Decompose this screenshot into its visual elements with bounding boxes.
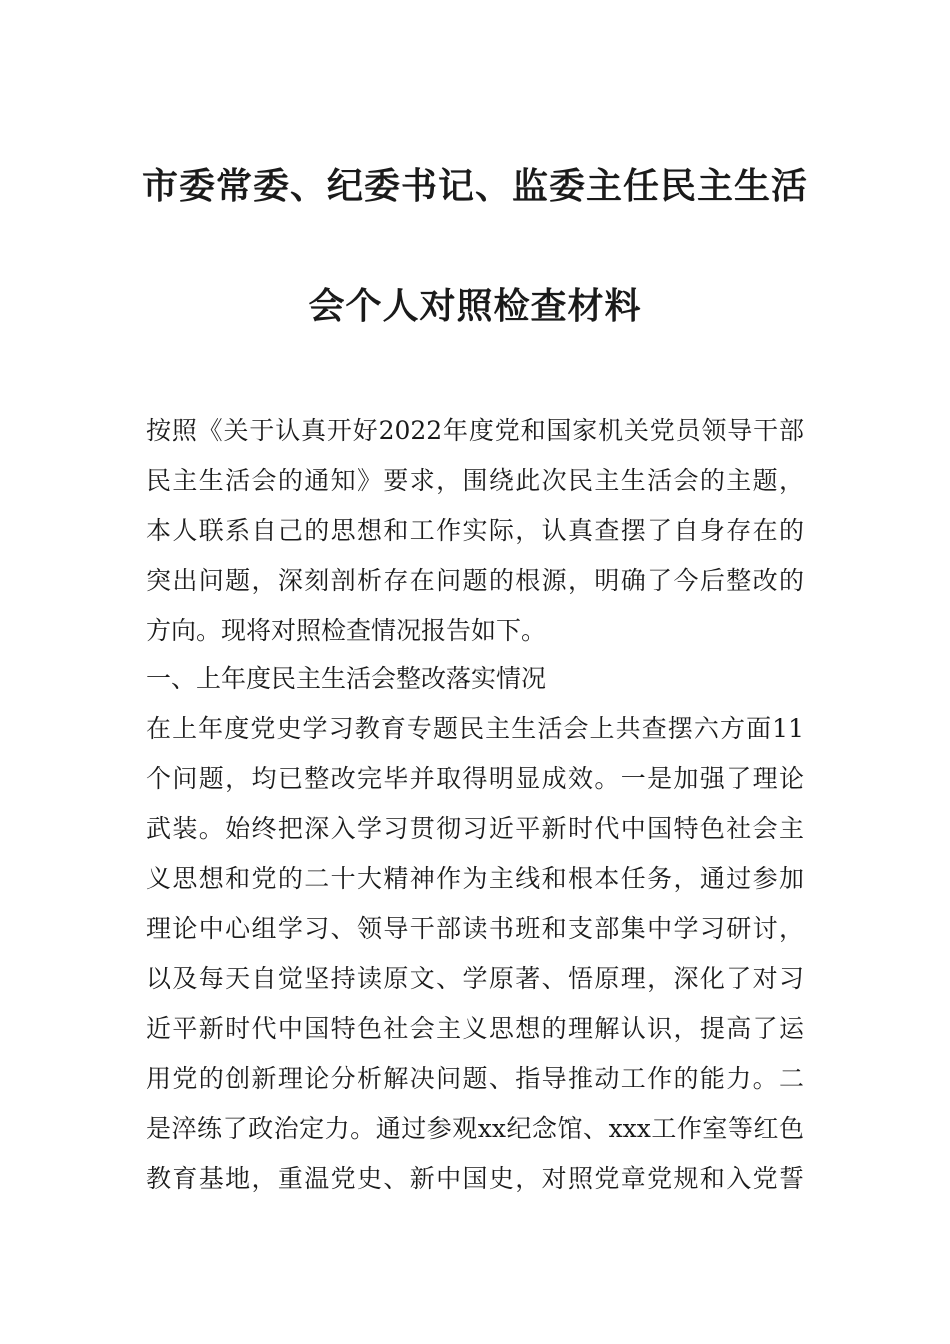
paragraph-line: 方向。现将对照检查情况报告如下。 xyxy=(146,616,547,645)
paragraph-line: 以及每天自觉坚持读原文、学原著、悟原理，深化了对习 xyxy=(146,964,804,993)
paragraph-line: 个问题，均已整改完毕并取得明显成效。一是加强了理论 xyxy=(146,764,804,793)
paragraph-line: 突出问题，深刻剖析存在问题的根源，明确了今后整改的 xyxy=(146,566,804,595)
paragraph-line: 用党的创新理论分析解决问题、指导推动工作的能力。二 xyxy=(146,1064,804,1093)
paragraph-line: 武装。始终把深入学习贯彻习近平新时代中国特色社会主 xyxy=(146,814,804,843)
paragraph-line: 理论中心组学习、领导干部读书班和支部集中学习研讨， xyxy=(146,914,804,943)
paragraph-line: 本人联系自己的思想和工作实际，认真查摆了自身存在的 xyxy=(146,516,804,545)
document-title-line-1: 市委常委、纪委书记、监委主任民主生活 xyxy=(141,165,808,207)
paragraph-line: 民主生活会的通知》要求，围绕此次民主生活会的主题， xyxy=(146,466,804,495)
section-heading: 一、上年度民主生活会整改落实情况 xyxy=(146,664,547,693)
paragraph-line: 按照《关于认真开好2022年度党和国家机关党员领导干部 xyxy=(146,416,804,445)
paragraph-line: 义思想和党的二十大精神作为主线和根本任务，通过参加 xyxy=(146,864,804,893)
paragraph-line: 教育基地，重温党史、新中国史，对照党章党规和入党誓 xyxy=(146,1164,804,1193)
paragraph-line: 在上年度党史学习教育专题民主生活会上共查摆六方面11 xyxy=(146,714,804,743)
paragraph-line: 近平新时代中国特色社会主义思想的理解认识，提高了运 xyxy=(146,1014,804,1043)
paragraph-line: 是淬练了政治定力。通过参观xx纪念馆、xxx工作室等红色 xyxy=(146,1114,804,1143)
document-title-line-2: 会个人对照检查材料 xyxy=(308,285,642,327)
